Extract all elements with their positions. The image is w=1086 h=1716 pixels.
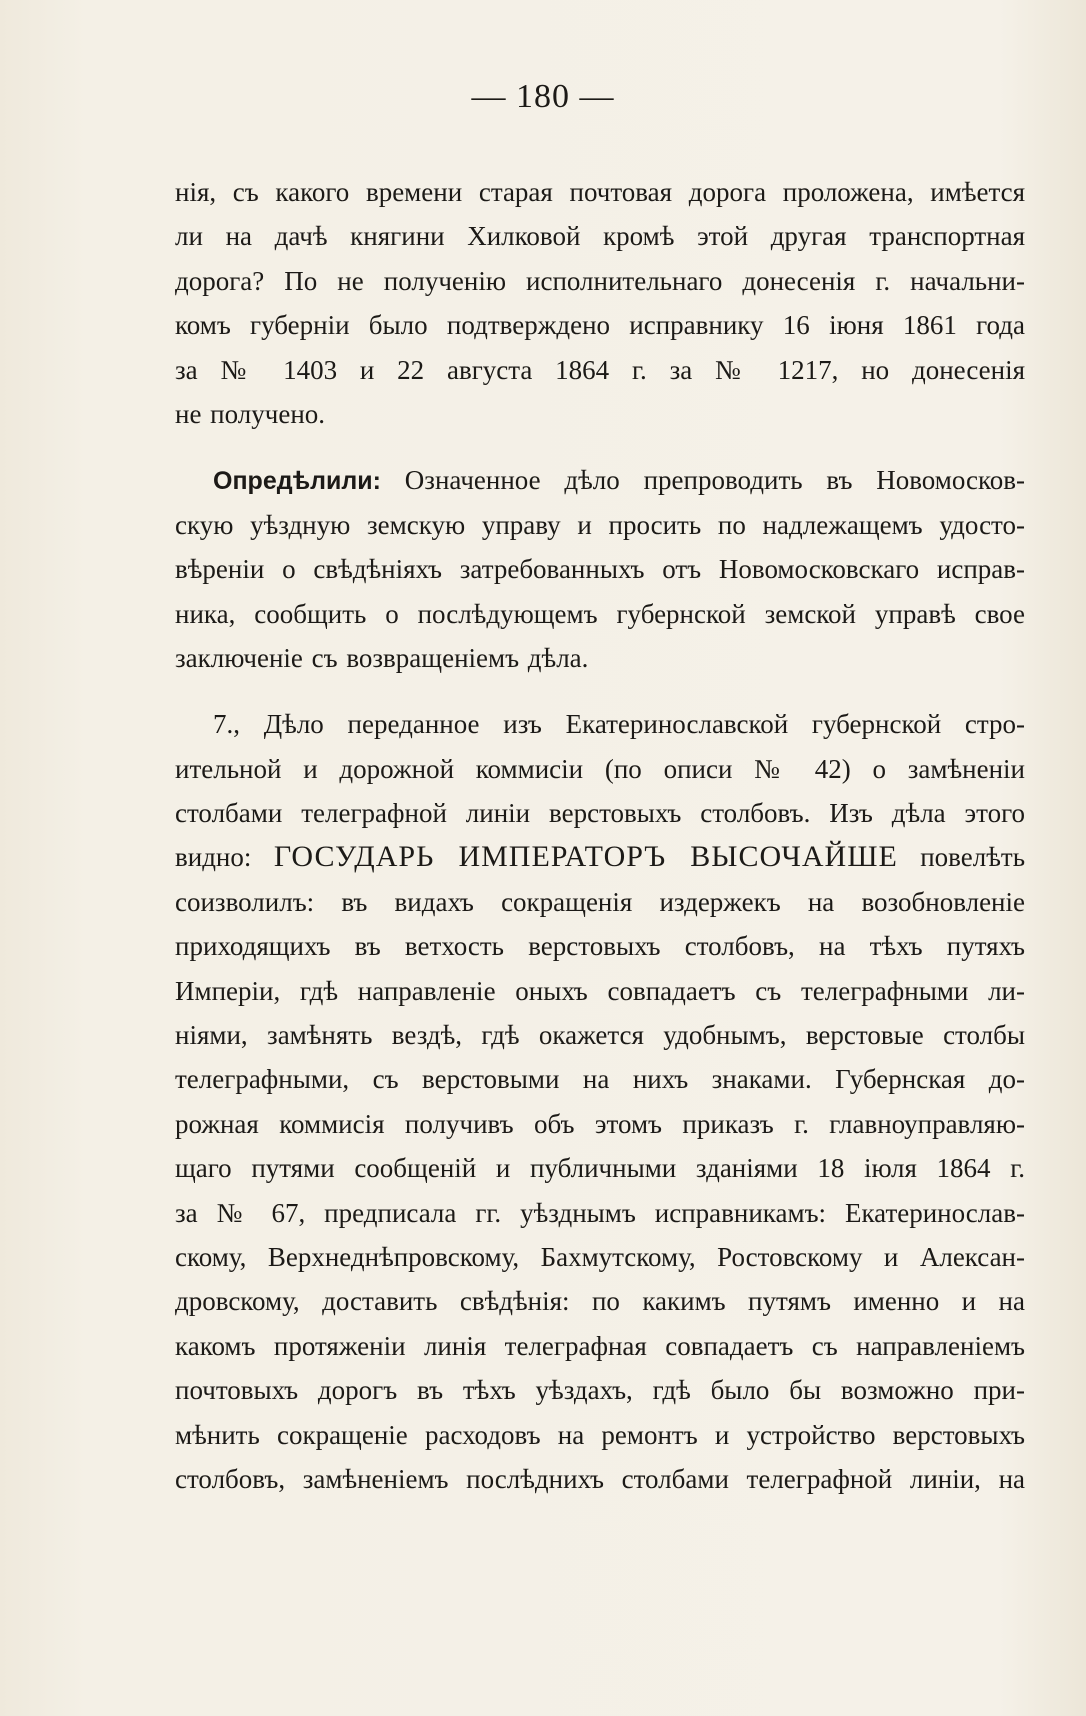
text-line: за № 1403 и 22 августа 1864 г. за № 1217, но донесенія [175, 354, 1025, 385]
text-line: столбовъ, замѣненіемъ послѣднихъ столбами телеграфной линіи, на [175, 1463, 1025, 1494]
text-line: скому, Верхнеднѣпровскому, Бахмутскому, Ростовскому и Алексан- [175, 1241, 1025, 1272]
text-line: дорога? По не полученію исполнительнаго донесенія г. начальни- [175, 265, 1025, 296]
text-line: телеграфными, съ верстовыми на нихъ знаками. Губернская до- [175, 1064, 1025, 1095]
page-body [175, 170, 1025, 1501]
text-line: скую уѣздную земскую управу и просить по надлежащемъ удосто- [175, 509, 1025, 540]
text-line: нія, съ какого времени старая почтовая дорога проложена, имѣется [175, 177, 1025, 207]
text-line: ніями, замѣнять вездѣ, гдѣ окажется удобнымъ, верстовые столбы [175, 1020, 1025, 1051]
text-line: почтовыхъ дорогъ въ тѣхъ уѣздахъ, гдѣ было бы возможно при- [175, 1375, 1025, 1406]
text-line: ительной и дорожной коммисіи (по описи № 42) о замѣненіи [175, 753, 1025, 784]
text-line: комъ губерніи было подтверждено исправнику 16 іюня 1861 года [175, 310, 1025, 341]
text-line: какомъ протяженіи линія телеграфная совпадаетъ съ направленіемъ [175, 1330, 1025, 1361]
resolution-text: Означенное дѣло препроводить въ Новомосков- [404, 465, 1025, 496]
resolution-lead: Опредѣлили: [213, 467, 381, 496]
text-line: за № 67, предписала гг. уѣзднымъ исправникамъ: Екатеринослав- [175, 1197, 1025, 1228]
text-line: ника, сообщить о послѣдующемъ губернской земской управѣ свое [175, 598, 1025, 629]
item-7-paragraph [175, 702, 1025, 1501]
text-fragment: видно: [175, 842, 252, 873]
text-line [175, 458, 1025, 502]
text-line: мѣнить сокращеніе расходовъ на ремонтъ и устройство верстовыхъ [175, 1419, 1025, 1450]
text-line: соизволилъ: въ видахъ сокращенія издержекъ на возобновленіе [175, 886, 1025, 917]
text-line: дровскому, доставить свѣдѣнія: по какимъ путямъ именно и на [175, 1286, 1025, 1317]
text-line: рожная коммисія получивъ объ этомъ приказъ г. главноуправляю- [175, 1108, 1025, 1139]
text-line: щаго путями сообщеній и публичными зданіями 18 іюля 1864 г. [175, 1153, 1025, 1184]
imperial-title: ГОСУДАРЬ ИМПЕРАТОРЪ ВЫСОЧАЙШЕ [273, 840, 898, 874]
text-line: заключеніе съ возвращеніемъ дѣла. [175, 642, 589, 673]
resolution-paragraph [175, 458, 1025, 680]
text-line: 7., Дѣло переданное изъ Екатеринославской губернской стро- [213, 709, 1025, 740]
page-number: — 180 — [471, 78, 615, 115]
text-line: столбами телеграфной линіи верстовыхъ столбовъ. Изъ дѣла этого [175, 798, 1025, 829]
paragraph-continuation [175, 170, 1025, 436]
text-line: ли на дачѣ княгини Хилковой кромѣ этой другая транспортная [175, 221, 1025, 252]
text-line: не получено. [175, 398, 326, 429]
text-line: приходящихъ въ ветхость верстовыхъ столбовъ, на тѣхъ путяхъ [175, 931, 1025, 962]
text-fragment: повелѣть [920, 842, 1026, 873]
text-line: вѣреніи о свѣдѣніяхъ затребованныхъ отъ Новомосковскаго исправ- [175, 554, 1025, 585]
text-line: Имперіи, гдѣ направленіе оныхъ совпадаетъ съ телеграфными ли- [175, 975, 1025, 1006]
text-line [175, 835, 1025, 879]
